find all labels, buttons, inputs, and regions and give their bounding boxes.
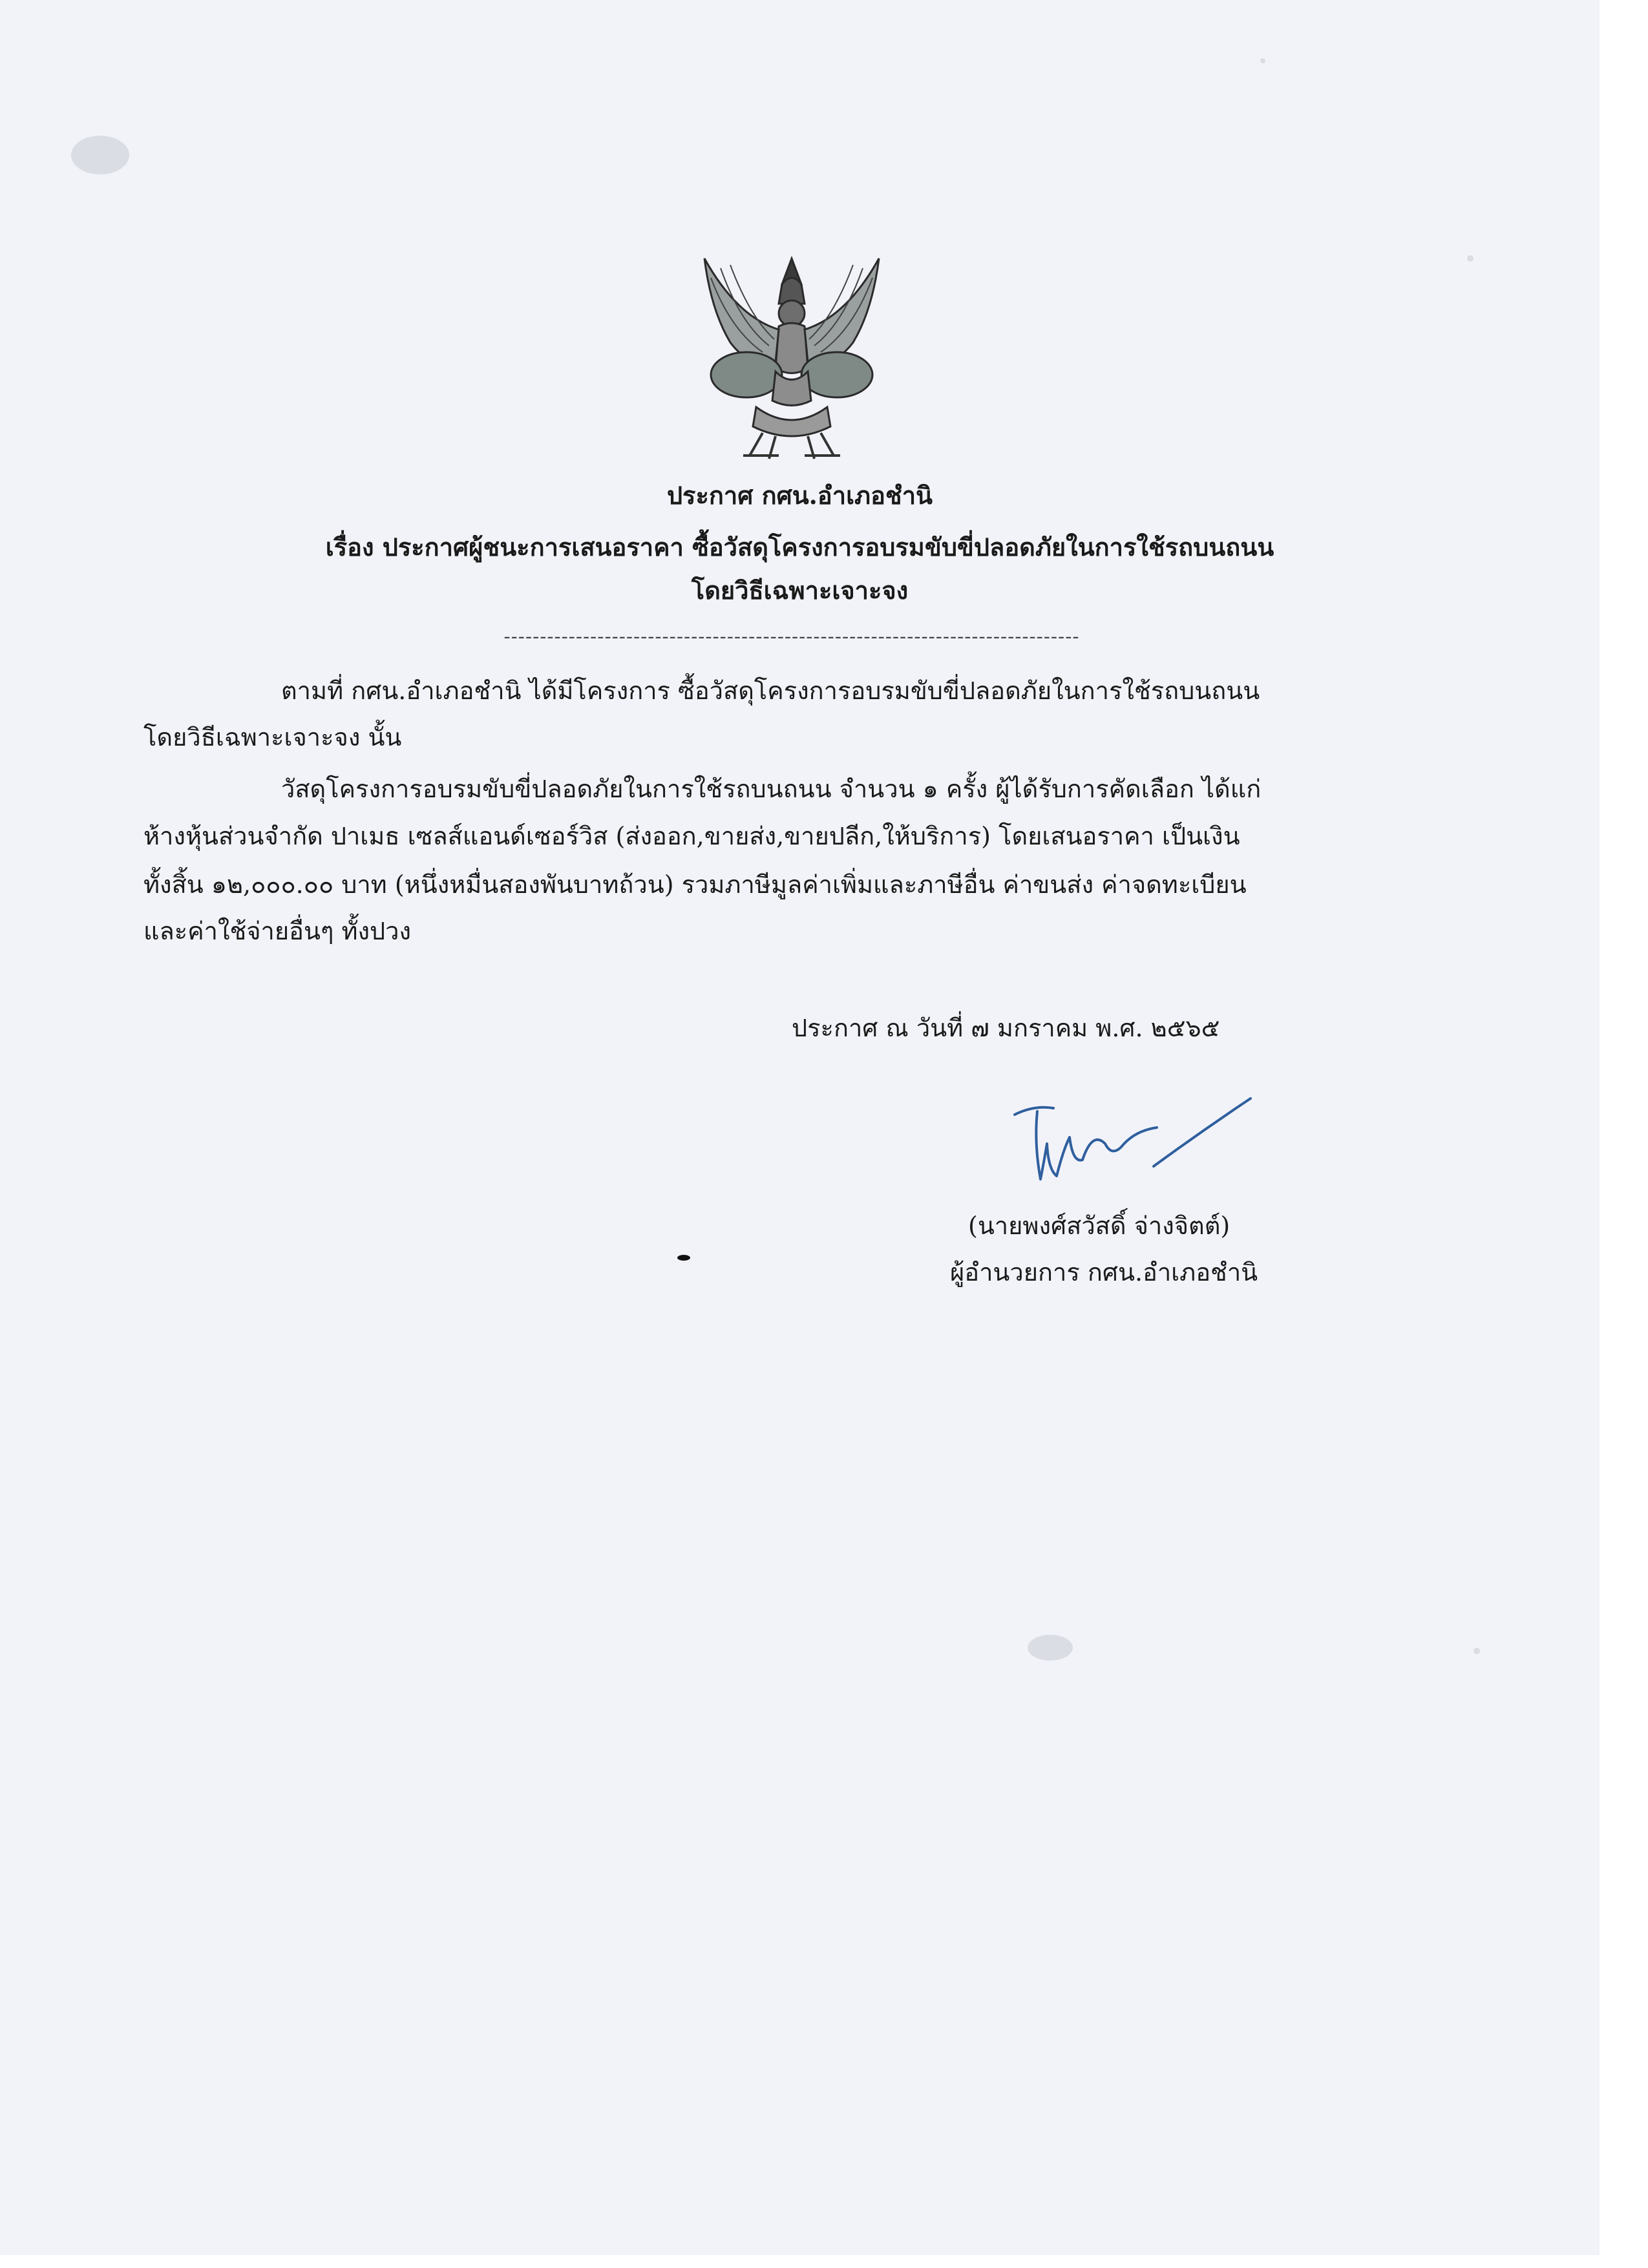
- announcement-title: ประกาศ กศน.อำเภอชำนิ: [666, 481, 933, 510]
- divider-line: --------------------------------------------------------------------------------: [503, 625, 1080, 648]
- body-paragraph-2-line-1: วัสดุโครงการอบรมขับขี่ปลอดภัยในการใช้รถบนถนน จำนวน ๑ ครั้ง ผู้ได้รับการคัดเลือก ได้แก่: [281, 775, 1262, 803]
- scan-speck: [1260, 58, 1265, 63]
- announcement-subject: เรื่อง ประกาศผู้ชนะการเสนอราคา ซื้อวัสดุโครงการอบรมขับขี่ปลอดภัยในการใช้รถบนถนน: [325, 532, 1274, 562]
- body-paragraph-1-line-1: ตามที่ กศน.อำเภอชำนิ ได้มีโครงการ ซื้อวัสดุโครงการอบรมขับขี่ปลอดภัยในการใช้รถบนถนน: [281, 677, 1260, 705]
- signer-position: ผู้อำนวยการ กศน.อำเภอชำนิ: [950, 1258, 1258, 1286]
- body-paragraph-2-line-4: และค่าใช้จ่ายอื่นๆ ทั้งปวง: [143, 917, 412, 945]
- scan-speck: [1474, 1648, 1480, 1654]
- body-paragraph-1-line-2: โดยวิธีเฉพาะเจาะจง นั้น: [143, 723, 402, 751]
- ink-mark: [677, 1255, 690, 1261]
- scan-speck: [71, 136, 129, 174]
- handwritten-signature: [1008, 1092, 1267, 1195]
- scan-speck: [1467, 255, 1474, 262]
- scan-speck: [1028, 1635, 1073, 1661]
- signer-name: (นายพงศ์สวัสดิ์ จ่างจิตต์): [968, 1212, 1231, 1240]
- garuda-emblem-icon: [685, 239, 898, 472]
- procurement-method: โดยวิธีเฉพาะเจาะจง: [691, 576, 909, 605]
- announcement-date: ประกาศ ณ วันที่ ๗ มกราคม พ.ศ. ๒๕๖๕: [792, 1014, 1220, 1042]
- body-paragraph-2-line-2: ห้างหุ้นส่วนจำกัด ปาเมธ เซลส์แอนด์เซอร์วิส (ส่งออก,ขายส่ง,ขายปลีก,ให้บริการ) โดยเสนอราคา เป็นเงิน: [143, 822, 1240, 850]
- body-paragraph-2-line-3: ทั้งสิ้น ๑๒,๐๐๐.๐๐ บาท (หนึ่งหมื่นสองพันบาทถ้วน) รวมภาษีมูลค่าเพิ่มและภาษีอื่น ค่าขนส่ง ค่าจดทะเบียน: [143, 870, 1247, 899]
